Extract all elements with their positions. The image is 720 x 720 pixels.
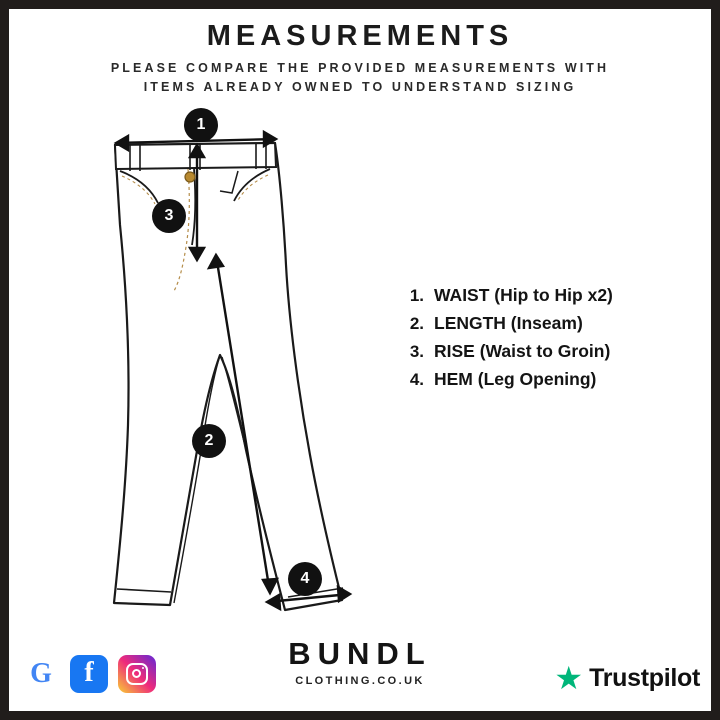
- brand-domain: CLOTHING.CO.UK: [295, 675, 425, 687]
- measurement-legend: [398, 285, 688, 397]
- jeans-diagram: [70, 105, 400, 625]
- instagram-icon[interactable]: [118, 655, 156, 693]
- badge-length: 2: [192, 424, 226, 458]
- page-subtitle: [0, 59, 720, 97]
- legend-number: 1.: [409, 286, 424, 305]
- legend-number: 2.: [409, 314, 424, 333]
- jeans-icon: [70, 105, 400, 625]
- badge-waist: 1: [184, 108, 218, 142]
- legend-number: 3.: [409, 342, 424, 361]
- google-icon[interactable]: G: [22, 655, 60, 693]
- star-icon: ★: [554, 660, 584, 696]
- legend-label: RISE (Waist to Groin): [434, 341, 611, 361]
- legend-item-waist: [398, 285, 688, 306]
- legend-label: LENGTH (Inseam): [434, 313, 583, 333]
- legend-number: 4.: [409, 370, 424, 389]
- page-title: MEASUREMENTS: [206, 20, 514, 52]
- frame-border-bottom: [0, 711, 720, 720]
- facebook-icon[interactable]: f: [70, 655, 108, 693]
- badge-hem: 4: [288, 562, 322, 596]
- legend-label: HEM (Leg Opening): [434, 369, 597, 389]
- subtitle-line-1: PLEASE COMPARE THE PROVIDED MEASUREMENTS WITH: [110, 61, 610, 75]
- legend-item-rise: [398, 341, 688, 362]
- legend-item-length: [398, 313, 688, 334]
- header: [0, 20, 720, 97]
- subtitle-line-2: ITEMS ALREADY OWNED TO UNDERSTAND SIZING: [143, 80, 577, 94]
- brand-name: BUNDL: [288, 636, 432, 671]
- social-links: [22, 655, 156, 693]
- instagram-glyph: [126, 663, 148, 685]
- trustpilot-label: Trustpilot: [589, 663, 700, 692]
- badge-rise: 3: [152, 199, 186, 233]
- frame-border-right: [711, 0, 720, 720]
- legend-item-hem: [398, 369, 688, 390]
- frame-border-left: [0, 0, 9, 720]
- trustpilot-logo[interactable]: [554, 662, 700, 694]
- legend-label: WAIST (Hip to Hip x2): [434, 285, 613, 305]
- frame-border-top: [0, 0, 720, 9]
